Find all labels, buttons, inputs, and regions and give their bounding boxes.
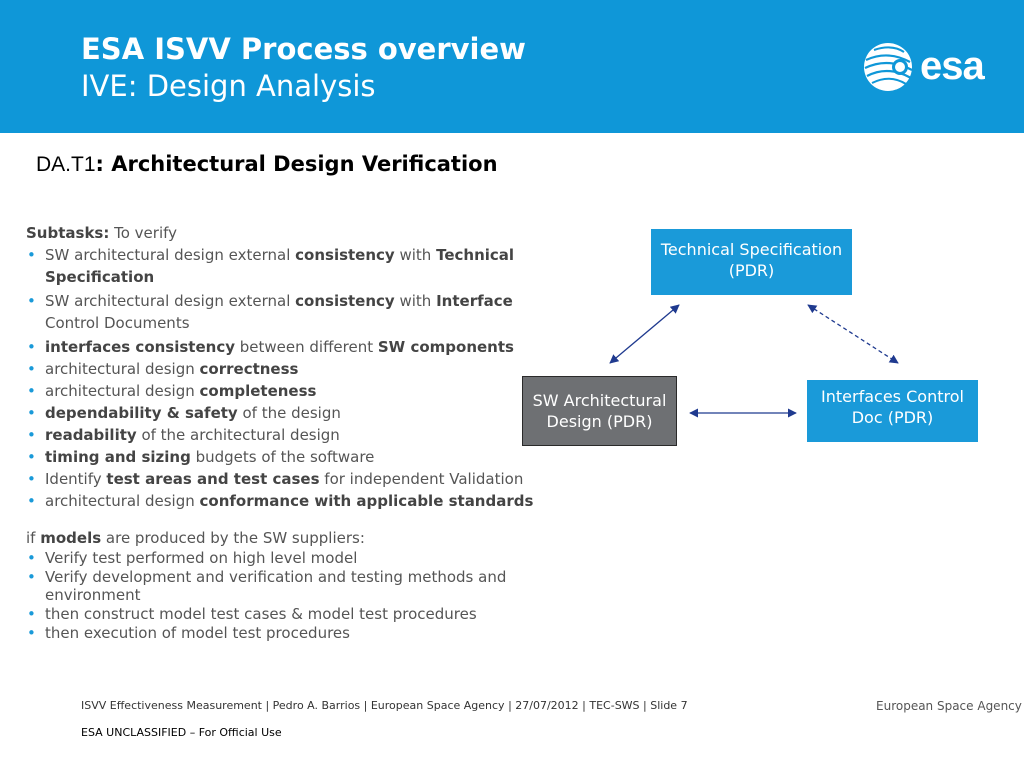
section-heading [36,150,498,179]
classification-label: ESA UNCLASSIFIED – For Official Use [81,726,282,739]
subtask-text: Control Documents [45,314,190,332]
models-prefix: if [26,529,41,547]
footer-text: ISVV Effectiveness Measurement | Pedro A. Barrios | European Space Agency | 27/07/2012 | TEC-SWS | Slide 7 [81,699,688,712]
subtask-text: SW architectural design external [45,246,296,264]
subtask-text: dependability & safety [45,404,238,422]
models-intro [26,528,566,549]
arrow-tech-sw [610,305,679,363]
models-bold: models [40,529,102,547]
subtask-text: completeness [199,382,317,400]
subtask-text: architectural design [45,492,200,510]
subtask-item [26,468,566,490]
subtask-item [26,336,566,358]
arrow-tech-interfaces-dashed [808,305,898,363]
interfaces-control-doc-box: Interfaces Control Doc (PDR) [807,380,978,442]
subtask-item [26,380,566,402]
subtask-item [26,290,566,334]
model-task-item: • then construct model test cases & model test procedures [26,605,566,623]
subtask-text: consistency [295,292,395,310]
slide-subtitle: IVE: Design Analysis [81,69,376,103]
subtasks-intro-text: To verify [109,224,178,242]
subtask-text: interfaces consistency [45,338,235,356]
subtask-item [26,424,566,446]
subtask-text: timing and sizing [45,448,191,466]
subtask-text: architectural design [45,382,200,400]
footer-agency-wordmark: European Space Agency [876,699,1022,713]
subtask-text: readability [45,426,137,444]
model-task-item: • then execution of model test procedures [26,624,566,642]
models-list [26,549,566,642]
esa-logo [862,40,1002,94]
subtask-text: consistency [295,246,395,264]
subtask-list [26,244,566,512]
esa-logo-text: esa [920,44,984,88]
subtask-text: SW components [377,338,514,356]
subtask-text: with [394,292,437,310]
sw-architectural-design-box: SW Architectural Design (PDR) [522,376,677,446]
subtask-text: between different [235,338,378,356]
model-task-item: • Verify development and verification and testing methods and environment [26,568,566,604]
subtask-item [26,446,566,468]
section-heading-text: : Architectural Design Verification [95,152,498,176]
models-suffix: are produced by the SW suppliers: [101,529,365,547]
subtask-text: for independent Validation [319,470,524,488]
esa-globe-icon [862,40,918,94]
subtask-item [26,490,566,512]
model-task-item: • Verify test performed on high level model [26,549,566,567]
subtasks-label: Subtasks: [26,224,110,242]
subtask-text: SW architectural design external [45,292,296,310]
subtask-text: conformance with applicable standards [199,492,534,510]
subtask-text: of the architectural design [136,426,340,444]
subtask-item [26,358,566,380]
slide-title: ESA ISVV Process overview [81,32,526,66]
header-band [0,0,1024,133]
content-text [26,223,566,643]
subtask-text: Interface [436,292,513,310]
subtask-text: architectural design [45,360,200,378]
subtask-text: budgets of the software [190,448,375,466]
technical-specification-box: Technical Specification (PDR) [651,229,852,295]
subtask-item [26,244,566,288]
subtask-text: Identify [45,470,107,488]
subtask-text: of the design [237,404,341,422]
subtask-text: with [394,246,437,264]
subtask-text: test areas and test cases [106,470,320,488]
subtask-text: Technical Specification [45,246,515,286]
subtask-text: correctness [199,360,299,378]
subtask-item [26,402,566,424]
section-heading-id: DA.T1 [36,153,96,176]
subtasks-intro [26,223,566,244]
